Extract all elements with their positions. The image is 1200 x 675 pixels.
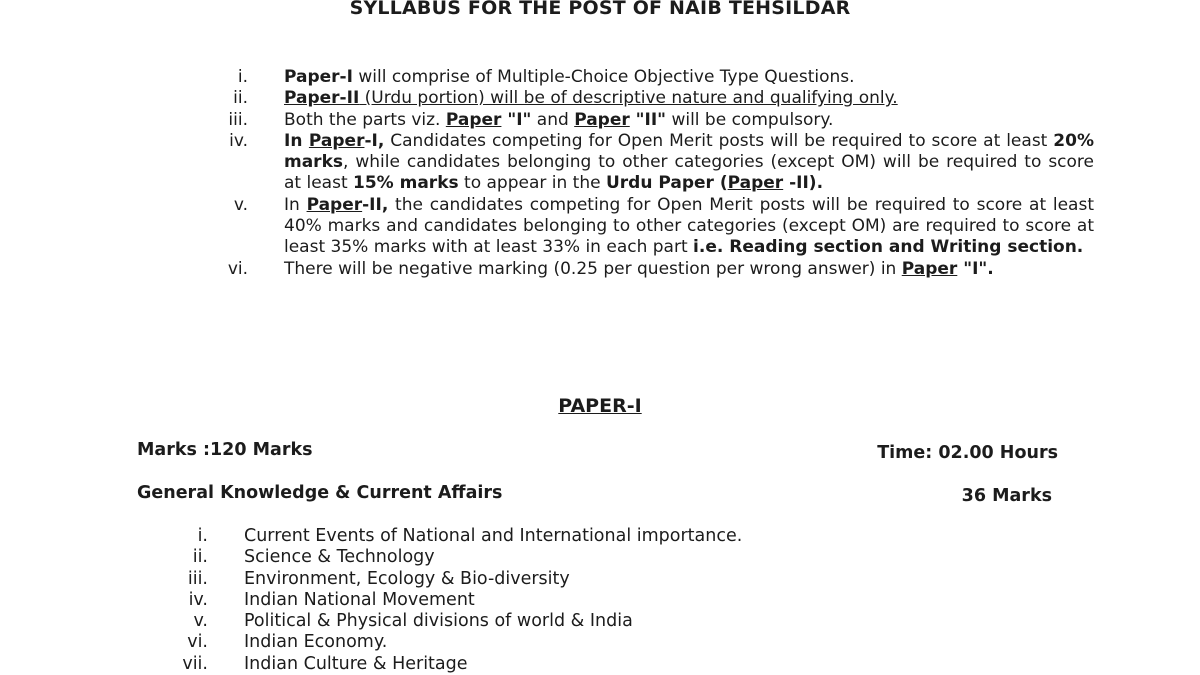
topic-text: Current Events of National and International importance. [244,526,743,546]
rule-text-part: Paper-II [284,88,360,109]
topic-text: Political & Physical divisions of world & India [244,611,633,632]
rule-text-part: 15% marks [353,173,459,194]
rule-text-part: i.e. Reading section and Writing section. [693,237,1084,258]
rule-text-part: ( [713,173,728,194]
rule-item [0,88,1200,109]
topic-number: vii. [182,653,208,674]
rule-item [0,259,1200,280]
rule-text-part: Paper-I [284,67,353,87]
topic-text: Environment, Ecology & Bio-diversity [244,568,570,589]
rule-text-part: Paper [901,258,958,279]
rule-text [284,131,1094,195]
topic-number: iv. [188,589,208,610]
rule-text-part: In [284,130,309,151]
document-title: SYLLABUS FOR THE POST OF NAIB TEHSILDAR [349,0,851,19]
rule-item [0,110,1200,131]
rule-text [284,259,1094,280]
topic-item [0,611,1200,632]
rule-item [0,195,1200,259]
rule-text-part: Urdu Paper [605,173,714,194]
topic-item [0,632,1200,653]
rule-text-part: "I" [501,109,532,130]
rule-text-part: Paper [445,109,502,130]
rule-text [284,88,1094,109]
topics-list [0,526,1200,675]
rule-text-part: 20% marks [284,130,1094,173]
rule-text-part: Candidates competing for Open Merit posts will be required to score at least [384,130,1054,151]
rule-text-part: (Urdu portion) will be of descriptive nature and qualifying only. [359,88,898,109]
rule-number: vi. [227,258,248,279]
rule-text [284,195,1094,259]
rule-text-part: "II" [629,109,667,130]
topic-item [0,590,1200,611]
rule-text-part: will be compulsory. [666,109,834,130]
rule-text-part: Paper [727,173,784,194]
rule-text-part: Paper [306,194,363,215]
time-label: Time: 02.00 Hours [877,443,1058,463]
rule-text-part: -II). [783,173,824,194]
topic-number: iii. [187,568,208,589]
rule-text-part: There will be negative marking (0.25 per question per wrong answer) in [284,258,902,279]
topic-text: Science & Technology [244,547,435,568]
topic-text: Indian National Movement [244,589,475,610]
rule-text-part: -I, [364,130,385,151]
rule-text [284,110,1094,131]
rule-item [0,67,1200,88]
topic-number: v. [193,611,208,632]
rule-number: iii. [228,109,248,130]
topic-number: vi. [187,632,208,653]
rule-text-part: Both the parts viz. [284,109,446,130]
topic-item [0,569,1200,590]
rules-list [0,67,1200,280]
rule-text-part: will comprise of Multiple-Choice Objective Type Questions. [352,67,855,87]
rule-text-part: Paper [308,130,365,151]
topic-item [0,547,1200,568]
topic-number: ii. [192,547,208,568]
rule-text-part: the candidates competing for Open Merit posts will be required to score at least 40% marks and candidates belonging to other categories (except OM) are required to score at least 35% marks with at least 33% in each part [284,194,1094,258]
section-marks: 36 Marks [961,486,1052,506]
rule-text-part: "I". [957,258,994,279]
rule-text-part: to appear in the [458,173,606,194]
topic-text: Indian Economy. [244,632,388,653]
rule-item [0,131,1200,195]
marks-label: Marks :120 Marks [137,440,313,460]
paper-heading: PAPER-I [558,395,642,417]
rule-text [284,67,1094,88]
topic-number: i. [197,526,208,546]
rule-number: i. [237,67,248,87]
rule-number: iv. [229,130,248,151]
section-title: General Knowledge & Current Affairs [137,483,503,503]
topic-text: Indian Culture & Heritage [244,653,468,674]
rule-number: ii. [233,88,248,109]
rule-text-part: and [531,109,575,130]
rule-number: v. [233,194,248,215]
rule-text-part: In [284,194,307,215]
rule-text-part: Paper [574,109,630,130]
topic-item [0,526,1200,547]
rule-text-part: -II, [362,194,389,215]
rule-text-part: , while candidates belonging to other categories (except OM) will be required to score at least [284,152,1094,194]
topic-item [0,654,1200,675]
